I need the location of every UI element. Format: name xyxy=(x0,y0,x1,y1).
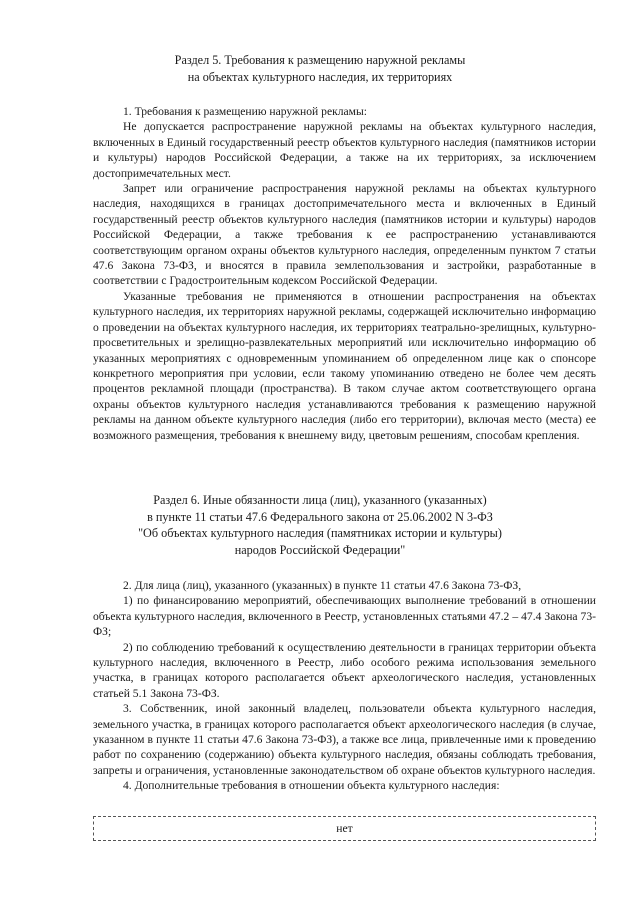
section5-title-line2: на объектах культурного наследия, их территориях xyxy=(187,69,453,84)
additional-requirements-box xyxy=(93,816,596,841)
section6-heading xyxy=(0,492,640,558)
section6-title-line2: в пункте 11 статьи 47.6 Федерального закона от 25.06.2002 N 3-ФЗ xyxy=(147,509,493,524)
section6-item3: 3. Собственник, иной законный владелец, пользователи объекта культурного наследия, земельного участка, в границах которого располагается объект археологического наследия (в случае, указанном в пункте 11 статьи 47.6 Закона 73-ФЗ), а также все лица, привлеченные ими к проведению работ по сохранению (содержанию) объекта культурного наследия, обязаны соблюдать требования, запреты и ограничения, установленные законодательством об охране объектов культурного наследия. xyxy=(93,702,596,777)
section5-paragraph2: Запрет или ограничение распространения наружной рекламы на объектах культурного наследия, находящихся в границах достопримечательного места и включенных в Единый государственный реестр объектов культурного наследия (памятников истории и культуры) народов Российской Федерации, а также требования к ее распространению устанавливаются соответствующим органом охраны объектов культурного наследия, определенным пунктом 7 статьи 47.6 Закона 73-ФЗ, и вносятся в правила землепользования и застройки, разработанные в соответствии с Градостроительным кодексом Российской Федерации. xyxy=(93,182,596,288)
section6-body xyxy=(93,578,596,794)
section5-title-line1: Раздел 5. Требования к размещению наружной рекламы xyxy=(174,53,466,67)
section6-item2: 2. Для лица (лиц), указанного (указанных) в пункте 11 статьи 47.6 Закона 73-ФЗ, xyxy=(123,579,522,592)
section6-item4: 4. Дополнительные требования в отношении объекта культурного наследия: xyxy=(123,779,500,793)
section6-subitem2: 2) по соблюдению требований к осуществлению деятельности в границах территории объекта культурного наследия, включенного в Реестр, либо особого режима использования земельного участка, в границах которого располагается объект археологического наследия, установленных статьей 5.1 Закона 73-ФЗ. xyxy=(93,640,596,700)
section5-paragraph1: Не допускается распространение наружной рекламы на объектах культурного наследия, включенных в Единый государственный реестр объектов культурного наследия (памятников истории и культуры) народов Российской Федерации, а также на их территориях, за исключением достопримечательных мест. xyxy=(93,120,596,180)
section6-subitem1: 1) по финансированию мероприятий, обеспечивающих выполнение требований в отношении объекта культурного наследия, включенного в Реестр, установленных статьями 47.2 – 47.4 Закона 73-ФЗ; xyxy=(93,594,596,639)
additional-requirements-value: нет xyxy=(336,822,353,835)
section6-title-line3: "Об объектах культурного наследия (памятниках истории и культуры) xyxy=(138,526,502,540)
section5-heading xyxy=(0,52,640,85)
section5-item1: 1. Требования к размещению наружной рекламы: xyxy=(123,105,368,118)
section5-paragraph3: Указанные требования не применяются в отношении распространения на объектах культурного наследия, их территориях наружной рекламы, содержащей исключительно информацию о проведении на объектах культурного наследия, их территориях театрально-зрелищных, культурно-просветительных и зрелищно-развлекательных мероприятий или исключительно информацию об указанных мероприятиях с одновременным упоминанием об определенном лице как о спонсоре конкретного мероприятия при условии, если такому упоминанию отведено не более чем десять процентов рекламной площади (пространства). В таком случае актом соответствующего органа охраны объектов культурного наследия устанавливаются требования к размещению наружной рекламы на данном объекте культурного наследия (либо его территории), включая место (места) ее возможного размещения, требования к внешнему виду, цветовым решениям, способам крепления. xyxy=(93,289,596,442)
section6-title-line4: народов Российской Федерации" xyxy=(234,542,406,557)
section5-body xyxy=(93,104,596,443)
section6-title-line1: Раздел 6. Иные обязанности лица (лиц), указанного (указанных) xyxy=(153,493,487,507)
